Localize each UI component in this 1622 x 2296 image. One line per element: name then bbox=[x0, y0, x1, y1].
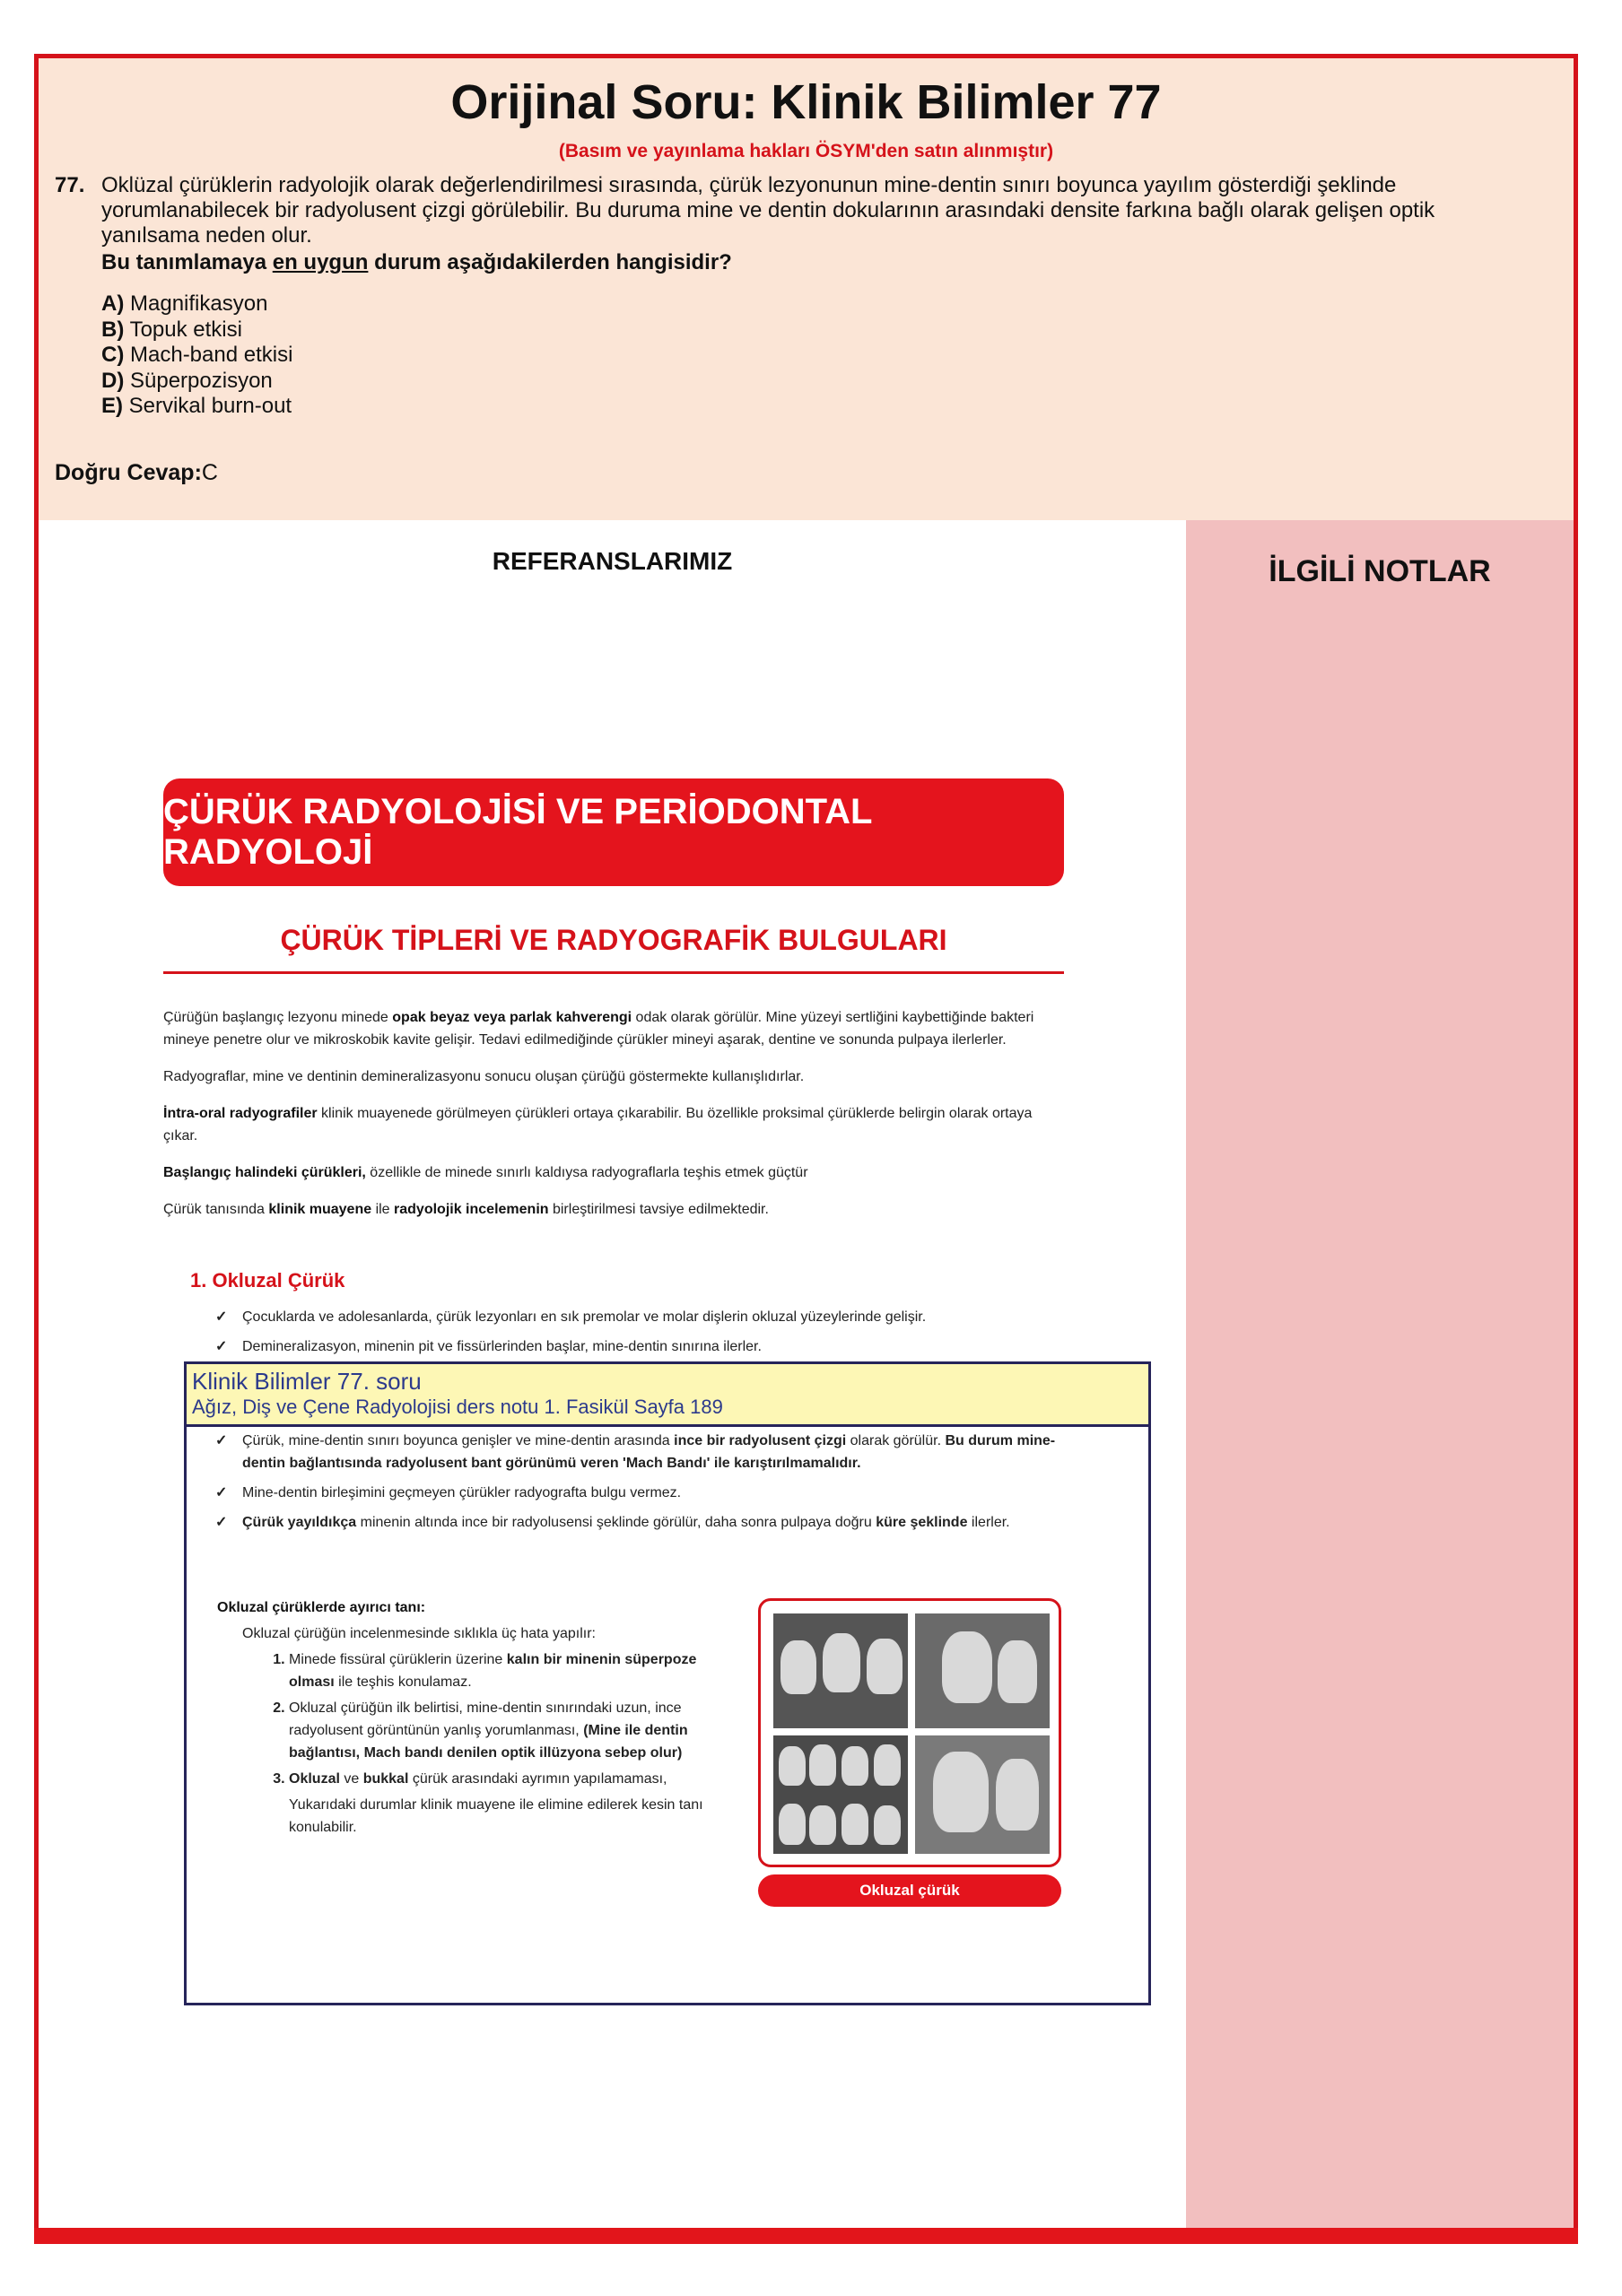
subheading-okluzal: 1. Okluzal Çürük bbox=[190, 1269, 345, 1292]
check-item: ✓ Çocuklarda ve adolesanlarda, çürük lezyonları en sık premolar ve molar dişlerin okluzal yüzeylerinde gelişir. bbox=[215, 1306, 1064, 1328]
figure-caption: Okluzal çürük bbox=[758, 1874, 1061, 1907]
option-e: E) Servikal burn-out bbox=[101, 394, 292, 418]
question-body: Oklüzal çürüklerin radyolojik olarak değerlendirilmesi sırasında, çürük lezyonunun mine-dentin sınırı boyunca yayılım gösterdiği şeklinde yorumlanabilecek bir radyolusent çizgi görülebilir. Bu duruma mine ve dentin dokularının arasındaki densite farkına bağlı olarak gelişen optik yanılsama neden olur. bbox=[101, 173, 1435, 248]
ref-paragraph-2: Radyograflar, mine ve dentinin demineralizasyonu sonucu oluşan çürüğü göstermekte kullanışlıdırlar. bbox=[163, 1069, 805, 1084]
check-item: ✓ Mine-dentin birleşimini geçmeyen çürükler radyografta bulgu vermez. bbox=[215, 1482, 1064, 1504]
question-title: Orijinal Soru: Klinik Bilimler 77 bbox=[450, 75, 1162, 129]
option-d: D) Süperpozisyon bbox=[101, 368, 273, 393]
source-line-2: Ağız, Diş ve Çene Radyolojisi ders notu 1. Fasikül Sayfa 189 bbox=[192, 1396, 723, 1418]
diff-title: Okluzal çürüklerde ayırıcı tanı: bbox=[217, 1600, 426, 1615]
ref-paragraph-4: Başlangıç halindeki çürükleri, özellikle de minede sınırlı kaldıysa radyograflarla teşhis etmek güçtür bbox=[163, 1165, 808, 1180]
chapter-banner: ÇÜRÜK RADYOLOJİSİ VE PERİODONTAL RADYOLOJİ bbox=[163, 778, 1064, 886]
check-item: ✓ Çürük, mine-dentin sınırı boyunca genişler ve mine-dentin arasında ince bir radyolusent çizgi olarak görülür. Bu durum mine-dentin bağlantısında radyolusent bant görünümü veren 'Mach Bandı' ile karıştırılmamalıdır. bbox=[215, 1430, 1064, 1474]
ref-paragraph-1: Çürüğün başlangıç lezyonu minede opak beyaz veya parlak kahverengi odak olarak görülür. Mine yüzeyi sertliğini kaybettiğinde bakteri mineye penetre olur ve mikroskobik kavite gelişir. Tedavi edilmediğinde çürükler mineyi aşarak, dentine ve sonunda pulpaya ilerlerler. bbox=[163, 1010, 1034, 1048]
option-c: C) Mach-band etkisi bbox=[101, 343, 293, 367]
ref-paragraph-3: İntra-oral radyografiler klinik muayenede görülmeyen çürükleri ortaya çıkarabilir. Bu özellikle proksimal çürüklerde belirgin olarak ortaya çıkar. bbox=[163, 1106, 1033, 1144]
bottom-bar bbox=[34, 2228, 1578, 2244]
option-b: B) Topuk etkisi bbox=[101, 317, 242, 342]
source-line-1: Klinik Bilimler 77. soru bbox=[192, 1368, 422, 1395]
check-item: ✓ Demineralizasyon, minenin pit ve fissürlerinden başlar, mine-dentin sınırına ilerler. bbox=[215, 1335, 1064, 1358]
check-item: ✓ Çürük yayıldıkça minenin altında ince bir radyolusensi şeklinde görülür, daha sonra pulpaya doğru küre şeklinde ilerler. bbox=[215, 1511, 1064, 1534]
prompt-emphasis: en uygun bbox=[272, 250, 369, 274]
ref-paragraph-5: Çürük tanısında klinik muayene ile radyolojik incelemenin birleştirilmesi tavsiye edilmektedir. bbox=[163, 1202, 769, 1217]
rights-note: (Basım ve yayınlama hakları ÖSYM'den satın alınmıştır) bbox=[558, 141, 1054, 161]
diff-conclusion: Yukarıdaki durumlar klinik muayene ile elimine edilerek kesin tanı konulabilir. bbox=[289, 1797, 703, 1835]
section-title: ÇÜRÜK TİPLERİ VE RADYOGRAFİK BULGULARI bbox=[280, 924, 947, 956]
diff-item: 2. Okluzal çürüğün ilk belirtisi, mine-dentin sınırındaki uzun, ince radyolusent görüntünün yanlış yorumlanması, (Mine ile dentin bağlantısı, Mach bandı denilen optik illüzyona sebep olur) bbox=[289, 1697, 737, 1764]
diff-intro: Okluzal çürüğün incelenmesinde sıklıkla üç hata yapılır: bbox=[242, 1626, 596, 1641]
answer-value: C bbox=[201, 460, 218, 485]
prompt-post: durum aşağıdakilerden hangisidir? bbox=[368, 250, 732, 274]
prompt-pre: Bu tanımlamaya bbox=[101, 250, 273, 274]
notes-title: İLGİLİ NOTLAR bbox=[1269, 554, 1491, 588]
diff-item: 3. Okluzal ve bukkal çürük arasındaki ayrımın yapılamaması, bbox=[289, 1768, 737, 1790]
answer-label: Doğru Cevap: bbox=[55, 460, 202, 485]
references-title: REFERANSLARIMIZ bbox=[492, 547, 733, 575]
question-number: 77. bbox=[55, 173, 85, 197]
diff-item: 1. Minede fissüral çürüklerin üzerine kalın bir minenin süperpoze olması ile teşhis konulamaz. bbox=[289, 1648, 737, 1693]
option-a: A) Magnifikasyon bbox=[101, 291, 268, 316]
page-frame bbox=[34, 54, 1578, 2240]
